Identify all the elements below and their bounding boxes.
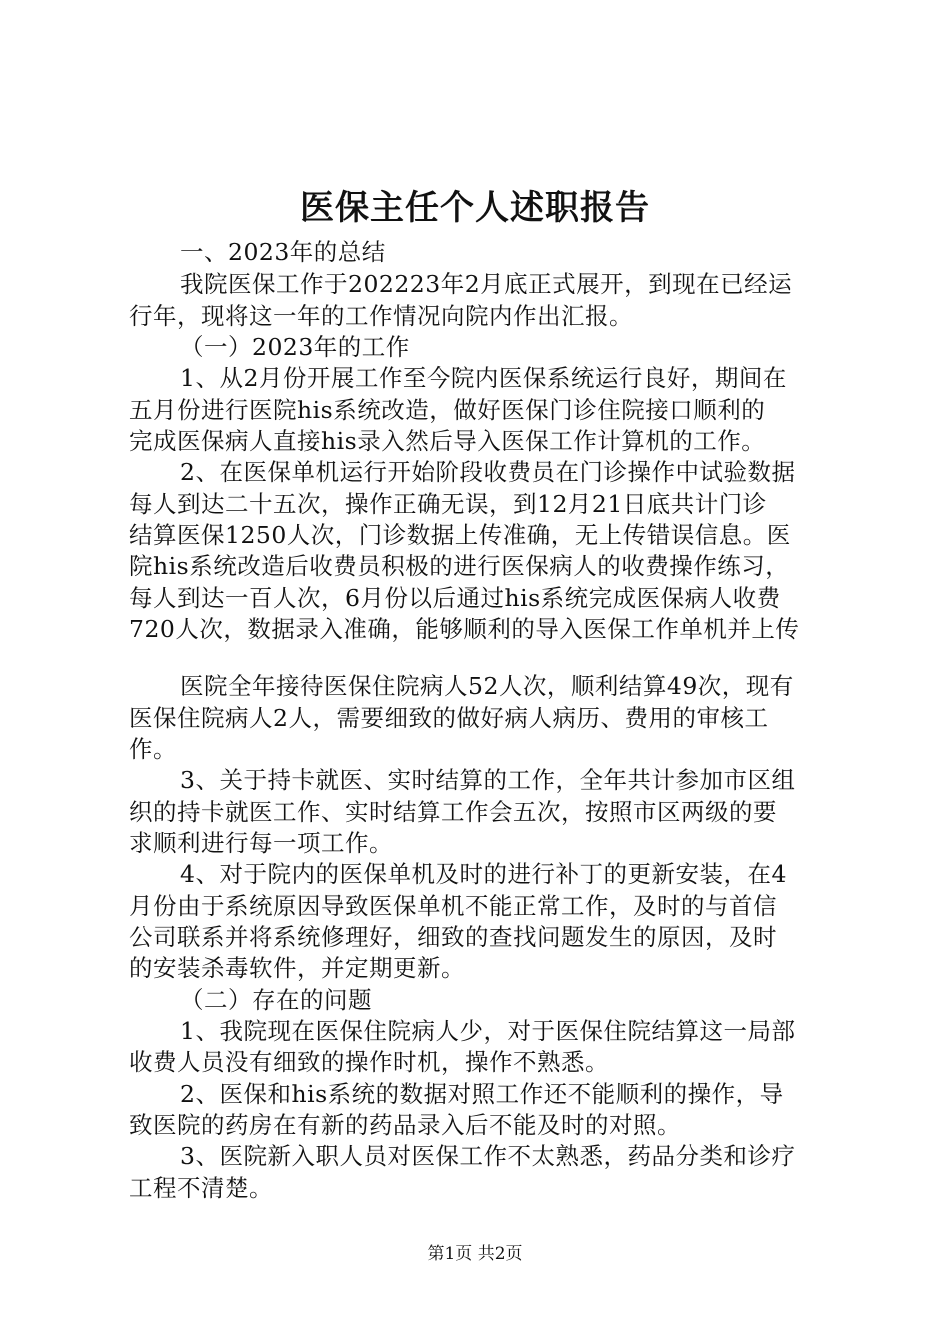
paragraph-line: 五月份进行医院his系统改造，做好医保门诊住院接口顺利的 [129, 396, 766, 424]
paragraph-line: 1、我院现在医保住院病人少，对于医保住院结算这一局部 [180, 1017, 796, 1045]
paragraph-line: 致医院的药房在有新的药品录入后不能及时的对照。 [129, 1111, 681, 1139]
paragraph-line: 4、对于院内的医保单机及时的进行补丁的更新安装，在4 [180, 860, 787, 888]
paragraph-line: 3、关于持卡就医、实时结算的工作，全年共计参加市区组 [180, 766, 796, 794]
page-footer: 第1页 共2页 [427, 1244, 523, 1264]
paragraph-line: 我院医保工作于202223年2月底正式展开，到现在已经运 [180, 270, 793, 298]
subsection-heading: （二）存在的问题 [180, 986, 372, 1014]
document-title: 医保主任个人述职报告 [300, 188, 650, 228]
paragraph-line: 完成医保病人直接his录入然后导入医保工作计算机的工作。 [129, 427, 766, 455]
paragraph-line: 医保住院病人2人，需要细致的做好病人病历、费用的审核工 [129, 704, 769, 732]
paragraph-line: 结算医保1250人次，门诊数据上传准确，无上传错误信息。医 [129, 521, 791, 549]
paragraph-line: 的安装杀毒软件，并定期更新。 [129, 954, 465, 982]
section-heading: 一、2023年的总结 [180, 238, 386, 266]
paragraph-line: 1、从2月份开展工作至今院内医保系统运行良好，期间在 [180, 364, 787, 392]
paragraph-line: 作。 [129, 735, 177, 763]
paragraph-line: 行年，现将这一年的工作情况向院内作出汇报。 [129, 302, 633, 330]
paragraph-line: 公司联系并将系统修理好，细致的查找问题发生的原因，及时 [129, 923, 777, 951]
subsection-heading: （一）2023年的工作 [180, 333, 410, 361]
paragraph-line: 织的持卡就医工作、实时结算工作会五次，按照市区两级的要 [129, 798, 777, 826]
paragraph-line: 求顺利进行每一项工作。 [129, 829, 393, 857]
paragraph-line: 工程不清楚。 [129, 1174, 273, 1202]
paragraph-line: 720人次，数据录入准确，能够顺利的导入医保工作单机并上传 [129, 615, 800, 643]
paragraph-line: 3、医院新入职人员对医保工作不太熟悉，药品分类和诊疗 [180, 1142, 796, 1170]
paragraph-line: 收费人员没有细致的操作时机，操作不熟悉。 [129, 1048, 609, 1076]
paragraph-line: 2、在医保单机运行开始阶段收费员在门诊操作中试验数据 [180, 458, 796, 486]
paragraph-line: 院his系统改造后收费员积极的进行医保病人的收费操作练习， [129, 552, 790, 580]
paragraph-line: 每人到达一百人次，6月份以后通过his系统完成医保病人收费 [129, 584, 781, 612]
paragraph-line: 2、医保和his系统的数据对照工作还不能顺利的操作，导 [180, 1080, 784, 1108]
paragraph-line: 每人到达二十五次，操作正确无误，到12月21日底共计门诊 [129, 490, 767, 518]
paragraph-line: 月份由于系统原因导致医保单机不能正常工作，及时的与首信 [129, 892, 777, 920]
paragraph-line: 医院全年接待医保住院病人52人次，顺利结算49次，现有 [180, 672, 794, 700]
